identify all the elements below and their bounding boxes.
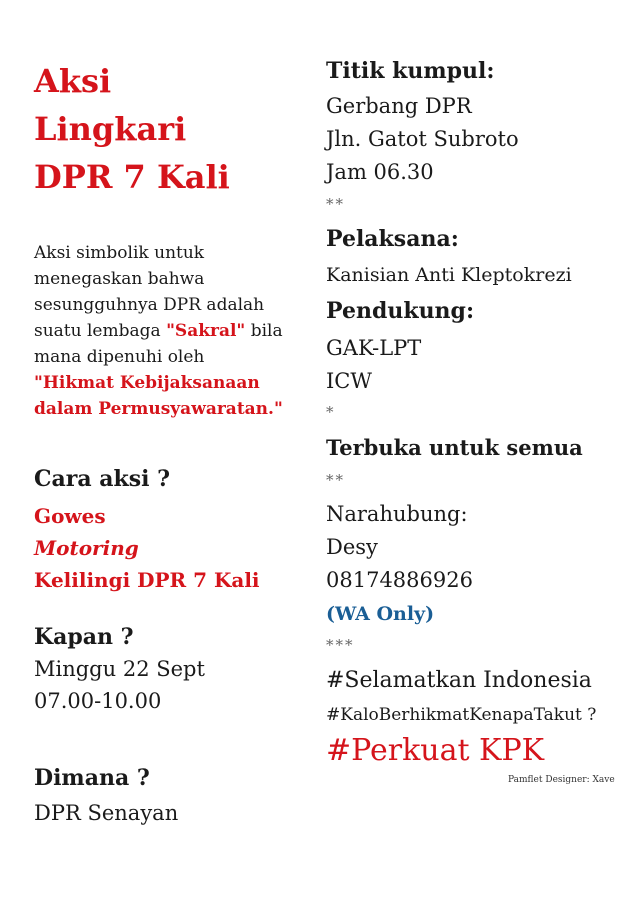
desc-line-text: suatu lembaga: [34, 321, 161, 341]
narahubung-name: Desy: [326, 535, 378, 559]
dimana-heading: Dimana ?: [34, 765, 150, 791]
separator: **: [326, 195, 345, 213]
desc-line-text: bila: [250, 321, 283, 341]
narahubung-phone: 08174886926: [326, 568, 473, 592]
cara-aksi-heading: Cara aksi ?: [34, 466, 171, 492]
pendukung-item: ICW: [326, 369, 372, 393]
desc-line: sesungguhnya DPR adalah: [34, 295, 265, 315]
hashtag-kaloberhikmat: #KaloBerhikmatKenapaTakut ?: [326, 705, 597, 725]
titik-line: Jln. Gatot Subroto: [326, 127, 519, 151]
title-line-3: DPR 7 Kali: [34, 158, 230, 196]
desc-line: mana dipenuhi oleh: [34, 347, 205, 367]
pendukung-heading: Pendukung:: [326, 298, 475, 324]
cara-item-motoring: Motoring: [34, 536, 139, 560]
kapan-heading: Kapan ?: [34, 624, 134, 650]
hashtag-perkuat-kpk: #Perkuat KPK: [326, 733, 545, 768]
separator: ***: [326, 636, 355, 654]
dimana-value: DPR Senayan: [34, 801, 179, 825]
separator: *: [326, 403, 336, 421]
kapan-time: 07.00-10.00: [34, 689, 162, 713]
cara-item-gowes: Gowes: [34, 504, 106, 528]
desc-line: [34, 318, 283, 344]
titik-line: Jam 06.30: [326, 160, 434, 184]
sakral-highlight: "Sakral": [166, 321, 246, 341]
hashtag-selamatkan: #Selamatkan Indonesia: [326, 668, 592, 693]
hikmat-highlight-2: dalam Permusyawaratan.": [34, 399, 283, 419]
titik-line: Gerbang DPR: [326, 94, 472, 118]
pelaksana-value: Kanisian Anti Kleptokrezi: [326, 264, 572, 286]
title-line-2: Lingkari: [34, 110, 187, 148]
titik-kumpul-heading: Titik kumpul:: [326, 58, 495, 84]
cara-item-kelilingi: Kelilingi DPR 7 Kali: [34, 568, 260, 592]
kapan-date: Minggu 22 Sept: [34, 657, 205, 681]
title-line-1: Aksi: [34, 62, 112, 100]
separator: **: [326, 471, 345, 489]
designer-credit: Pamflet Designer: Xave: [508, 775, 615, 785]
pendukung-item: GAK-LPT: [326, 336, 422, 360]
pelaksana-heading: Pelaksana:: [326, 226, 459, 252]
desc-line: Aksi simbolik untuk: [34, 243, 205, 263]
desc-line: menegaskan bahwa: [34, 269, 205, 289]
terbuka-heading: Terbuka untuk semua: [326, 435, 583, 460]
wa-only-note: (WA Only): [326, 603, 435, 625]
hikmat-highlight-1: "Hikmat Kebijaksanaan: [34, 373, 260, 393]
narahubung-label: Narahubung:: [326, 502, 468, 526]
